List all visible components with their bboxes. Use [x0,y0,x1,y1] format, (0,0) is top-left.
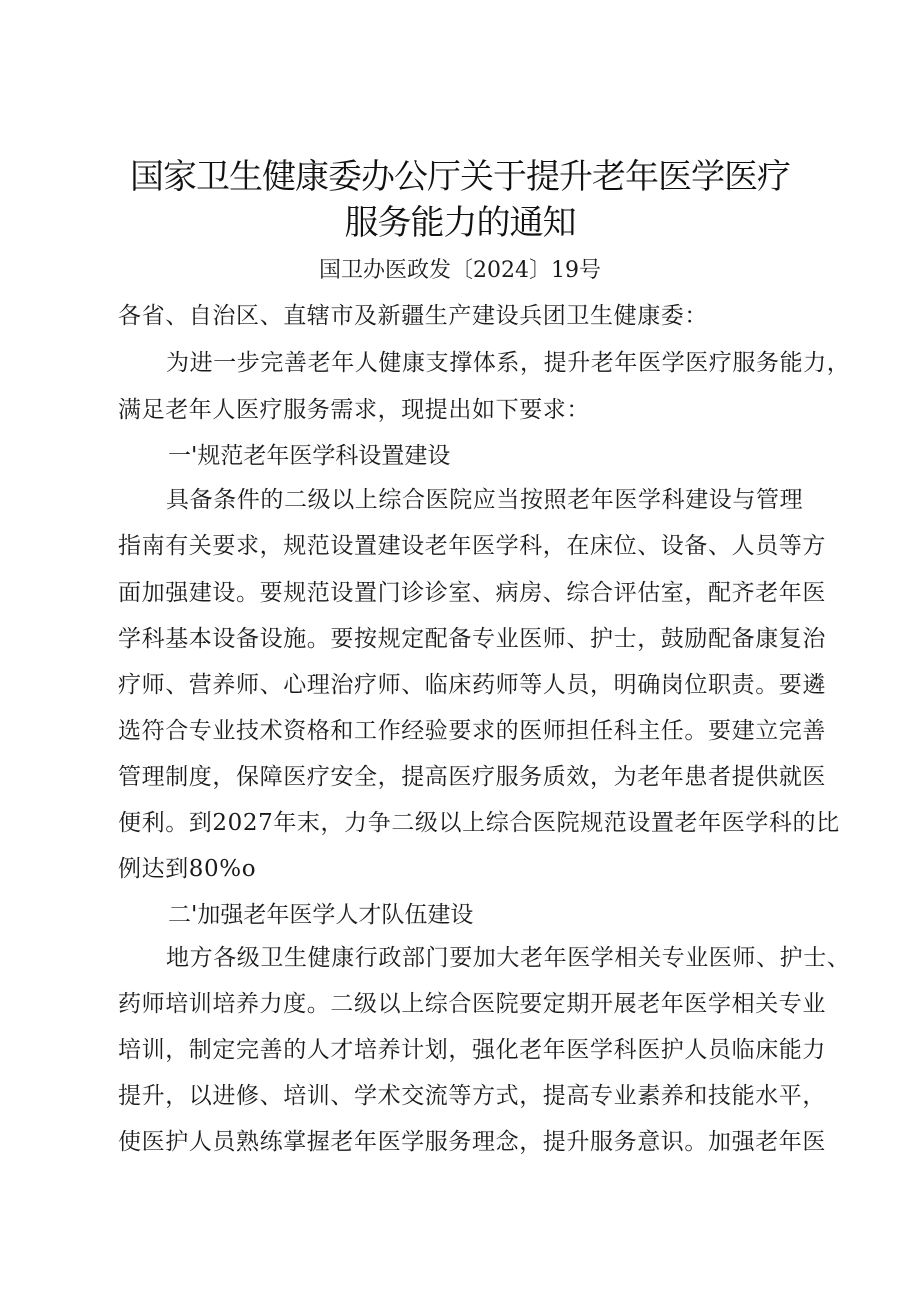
section-1-line: 学科基本设备设施。要按规定配备专业医师、护士，鼓励配备康复治 [118,626,826,652]
section-1-line: 面加强建设。要规范设置门诊诊室、病房、综合评估室，配齐老年医 [118,580,826,606]
title-line-2: 服务能力的通知 [344,203,576,243]
document-number: 国卫办医政发〔2024〕19号 [319,258,601,283]
salutation: 各省、自治区、直辖市及新疆生产建设兵团卫生健康委： [118,303,708,329]
section-1-heading: 一'规范老年医学科设置建设 [168,443,451,469]
section-1-line: 例达到80%o [118,856,257,882]
section-2-line: 提升，以进修、培训、学术交流等方式，提高专业素养和技能水平， [118,1083,826,1109]
section-1-line: 疗师、营养师、心理治疗师、临床药师等人员，明确岗位职责。要遴 [118,672,826,698]
section-2-line: 使医护人员熟练掌握老年医学服务理念，提升服务意识。加强老年医 [118,1129,826,1155]
section-1-line: 管理制度，保障医疗安全，提高医疗服务质效，为老年患者提供就医 [118,764,826,790]
section-1-line: 指南有关要求，规范设置建设老年医学科，在床位、设备、人员等方 [118,533,826,559]
section-2-line: 地方各级卫生健康行政部门要加大老年医学相关专业医师、护士、 [166,945,851,971]
section-2-line: 药师培训培养力度。二级以上综合医院要定期开展老年医学相关专业 [118,991,826,1017]
section-1-line: 具备条件的二级以上综合医院应当按照老年医学科建设与管理 [166,487,804,513]
section-1-line: 选符合专业技术资格和工作经验要求的医师担任科主任。要建立完善 [118,718,826,744]
section-2-heading: 二'加强老年医学人才队伍建设 [168,902,474,928]
intro-line-2: 满足老年人医疗服务需求，现提出如下要求： [118,397,590,423]
section-1-line: 便利。到2027年末，力争二级以上综合医院规范设置老年医学科的比 [118,810,840,836]
title-line-1: 国家卫生健康委办公厅关于提升老年医学医疗 [130,157,790,197]
section-2-line: 培训，制定完善的人才培养计划，强化老年医学科医护人员临床能力 [118,1037,826,1063]
intro-line-1: 为进一步完善老年人健康支撑体系，提升老年医学医疗服务能力， [166,350,851,376]
